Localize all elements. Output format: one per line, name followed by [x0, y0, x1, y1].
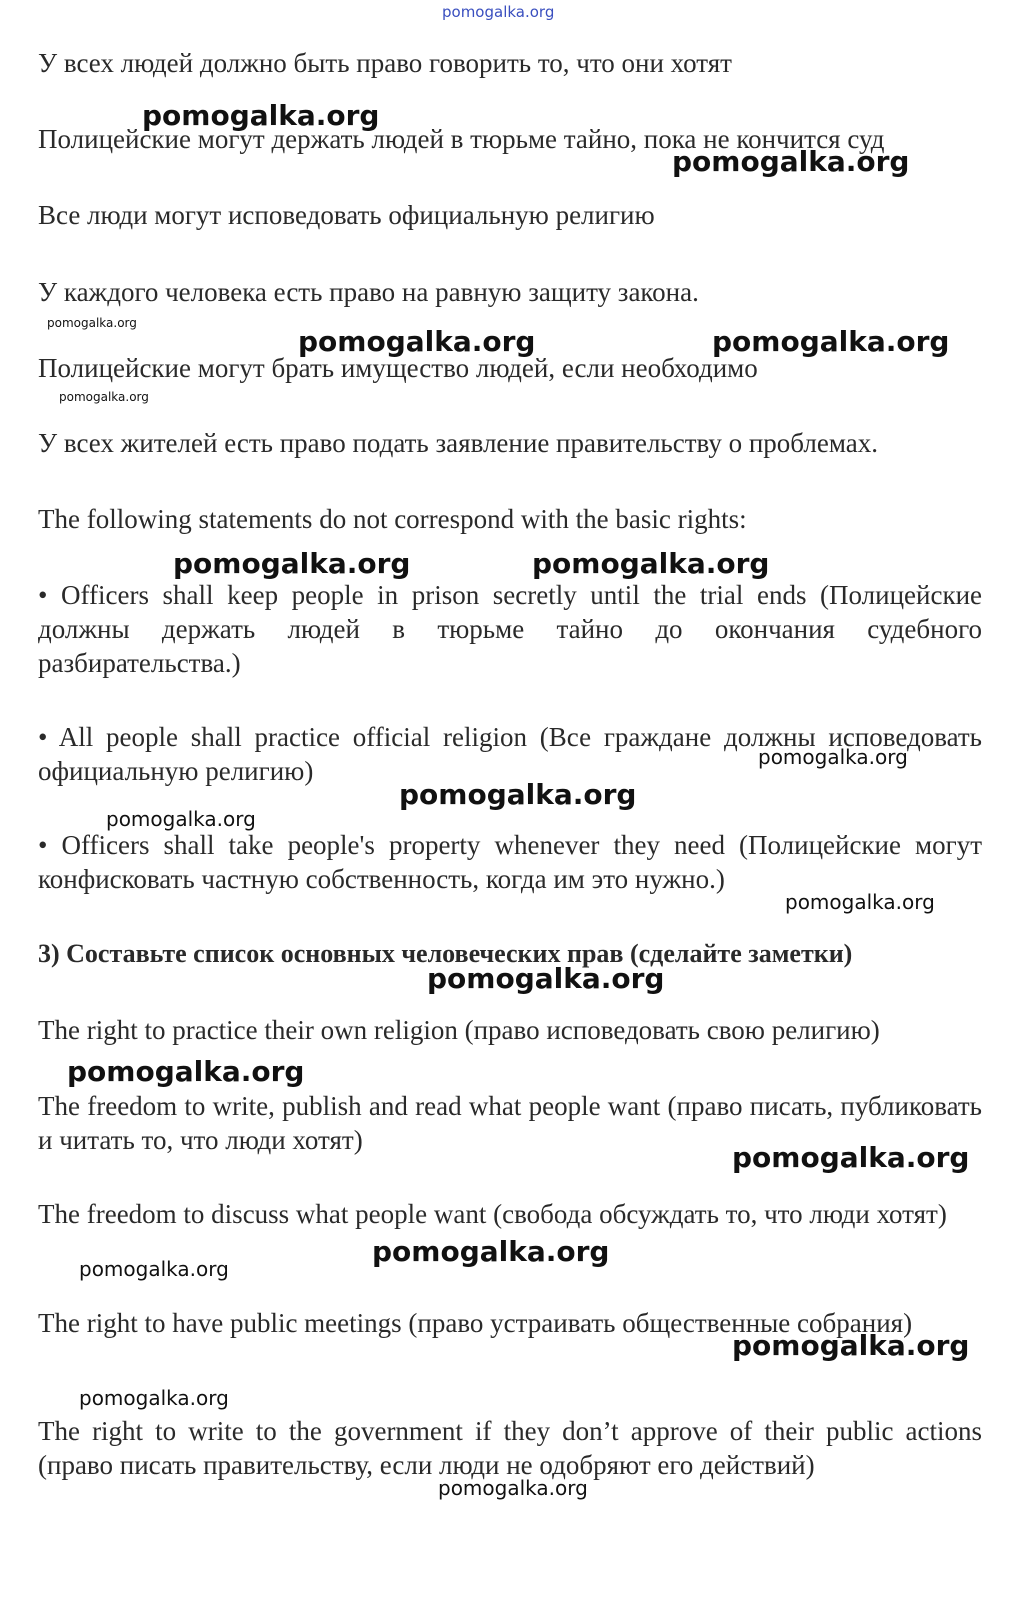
statement-5: Полицейские могут брать имущество людей, если необходимо [38, 353, 758, 383]
watermark: pomogalka.org [672, 145, 910, 178]
not-correspond-intro: The following statements do not correspond with the basic rights: [38, 504, 747, 534]
statement-3: Все люди могут исповедовать официальную религию [38, 200, 655, 230]
watermark: pomogalka.org [532, 547, 770, 580]
not-correspond-item-2: • All people shall practice official religion (Все граждане должны исповедовать официальную религию) [38, 722, 982, 786]
watermark: pomogalka.org [732, 1141, 970, 1174]
watermark: pomogalka.org [47, 316, 137, 330]
statement-1: У всех людей должно быть право говорить то, что они хотят [38, 48, 732, 78]
watermark: pomogalka.org [758, 745, 908, 769]
not-correspond-item-3: • Officers shall take people's property whenever they need (Полицейские могут конфисковать частную собственность, когда им это нужно.) [38, 830, 982, 894]
watermark: pomogalka.org [106, 807, 256, 831]
watermark: pomogalka.org [785, 890, 935, 914]
watermark: pomogalka.org [142, 99, 380, 132]
watermark: pomogalka.org [732, 1329, 970, 1362]
watermark: pomogalka.org [59, 390, 149, 404]
right-item-4: The right to have public meetings (право устраивать общественные собрания) [38, 1308, 913, 1338]
right-item-1: The right to practice their own religion (право исповедовать свою религию) [38, 1015, 880, 1045]
watermark: pomogalka.org [67, 1055, 305, 1088]
watermark: pomogalka.org [372, 1235, 610, 1268]
watermark: pomogalka.org [712, 325, 950, 358]
not-correspond-item-1: • Officers shall keep people in prison secretly until the trial ends (Полицейские должны держать людей в тюрьме тайно до окончания судебного разбирательства.) [38, 580, 982, 678]
header-watermark: pomogalka.org [442, 3, 555, 21]
watermark: pomogalka.org [399, 778, 637, 811]
right-item-3: The freedom to discuss what people want (свобода обсуждать то, что люди хотят) [38, 1199, 947, 1229]
right-item-5: The right to write to the government if they don’t approve of their public actions (право писать правительству, если люди не одобряют его действий) [38, 1416, 982, 1480]
task3-heading: 3) Составьте список основных человеческих прав (сделайте заметки) [38, 939, 853, 968]
right-item-2: The freedom to write, publish and read what people want (право писать, публиковать и читать то, что люди хотят) [38, 1091, 982, 1155]
watermark: pomogalka.org [79, 1386, 229, 1410]
watermark: pomogalka.org [427, 962, 665, 995]
watermark: pomogalka.org [298, 325, 536, 358]
statement-6: У всех жителей есть право подать заявление правительству о проблемах. [38, 428, 878, 458]
watermark: pomogalka.org [173, 547, 411, 580]
statement-4: У каждого человека есть право на равную защиту закона. [38, 277, 699, 307]
watermark: pomogalka.org [79, 1257, 229, 1281]
statement-2: Полицейские могут держать людей в тюрьме тайно, пока не кончится суд [38, 124, 885, 154]
watermark: pomogalka.org [438, 1476, 588, 1500]
